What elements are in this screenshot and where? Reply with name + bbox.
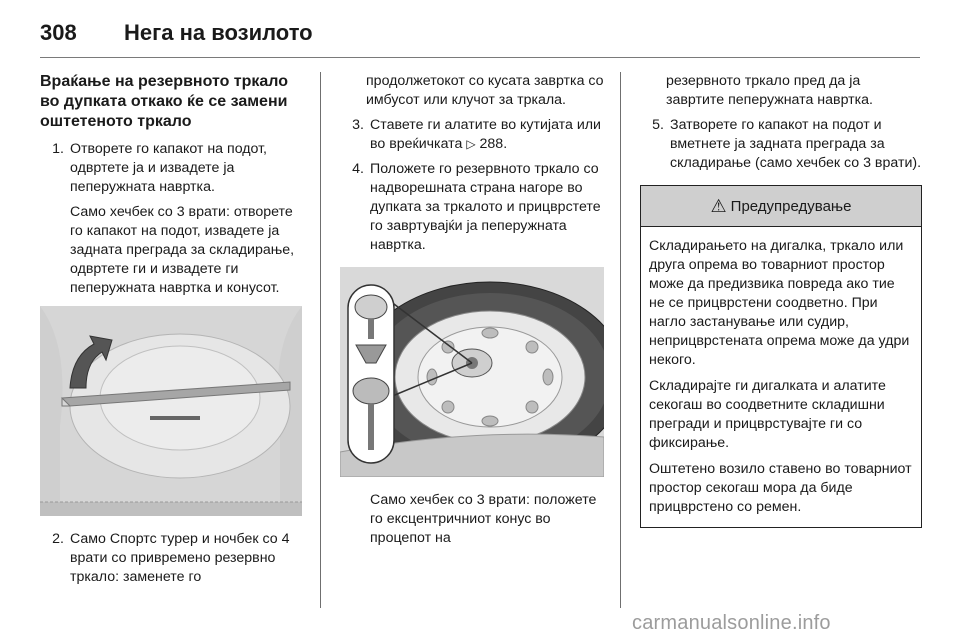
step-4 <box>340 160 604 255</box>
step-5 <box>640 116 922 173</box>
step-number: 5. <box>652 117 664 133</box>
warning-box <box>640 185 922 528</box>
warning-paragraph: Оштетено возило ставено во товарниот простор секогаш мора да биде прицврстено со ремен. <box>649 461 912 515</box>
step-text <box>370 116 604 154</box>
section-title: Враќање на резервното тркало во дупката откако ќе се замени оштетеното тркало <box>40 73 289 130</box>
page-title: Нега на возилото <box>124 20 313 45</box>
header-divider <box>40 57 920 58</box>
step-text: Отворете го капакот на подот, одвртете ја и извадете ја пеперужната навртка. <box>70 141 267 195</box>
step-number: 3. <box>352 117 364 133</box>
warning-body <box>641 227 921 527</box>
step-text: Положете го резервното тркало со надворешната страна нагоре во дупката за тркалото и прицврстете го завртувајќи ја пеперужната навртка. <box>370 161 601 253</box>
step-text: Само Спортс турер и ночбек со 4 врати со привремено резервно тркало: заменете го <box>70 531 290 585</box>
spare-wheel-mount-drawing <box>340 267 604 477</box>
page-ref-icon: ▷ <box>466 137 476 151</box>
step-4-note: Само хечбек со 3 врати: положете го ексцентричниот конус во процепот на <box>370 492 597 546</box>
step-number: 2. <box>52 531 64 547</box>
page-ref[interactable]: 288. <box>479 136 508 152</box>
step-1-note: Само хечбек со 3 врати: отворете го капакот на подот, извадете ја задната преграда за складирање, одвртете ги и извадете ги пеперужната навртка и конусот. <box>70 204 295 296</box>
column-2 <box>340 72 604 554</box>
step-2 <box>40 530 304 587</box>
step-3 <box>340 116 604 154</box>
column-3 <box>640 72 922 528</box>
step-number: 1. <box>52 141 64 157</box>
watermark: carmanualsonline.info <box>632 612 831 634</box>
spare-wheel-cover-drawing <box>40 306 302 516</box>
step-1 <box>40 140 304 197</box>
step-number: 4. <box>352 161 364 177</box>
warning-header <box>641 186 921 227</box>
column-1 <box>40 72 304 593</box>
column-divider <box>620 72 621 608</box>
warning-paragraph: Складирањето на дигалка, тркало или друга опрема во товарниот простор може да предизвика повреда ако тие не се прицврстени соодветно. При нагло застанување или судир, неприцврстената опрема може да удри некого. <box>649 238 910 368</box>
warning-paragraph: Складирајте ги дигалката и алатите секогаш во соодветните складишни прегради и прицврстувајте ги со фиксирање. <box>649 378 886 451</box>
continued-text: резервното тркало пред да ја завртите пеперужната навртка. <box>666 73 873 108</box>
spare-wheel-cover-illustration <box>40 306 302 516</box>
page-header <box>40 20 920 60</box>
warning-title: Предупредување <box>730 197 852 215</box>
column-divider <box>320 72 321 608</box>
spare-wheel-mount-illustration <box>340 267 604 477</box>
warning-icon: ⚠ <box>710 195 727 216</box>
page-number: 308 <box>40 20 77 45</box>
step-text: Затворете го капакот на подот и вметнете ја задната преграда за складирање (само хечбек со 3 врати). <box>670 117 922 171</box>
continued-text: продолжетокот со кусата завртка со имбусот или клучот за тркала. <box>366 73 604 108</box>
step-3-text: Ставете ги алатите во кутијата или во вреќичката <box>370 117 601 152</box>
